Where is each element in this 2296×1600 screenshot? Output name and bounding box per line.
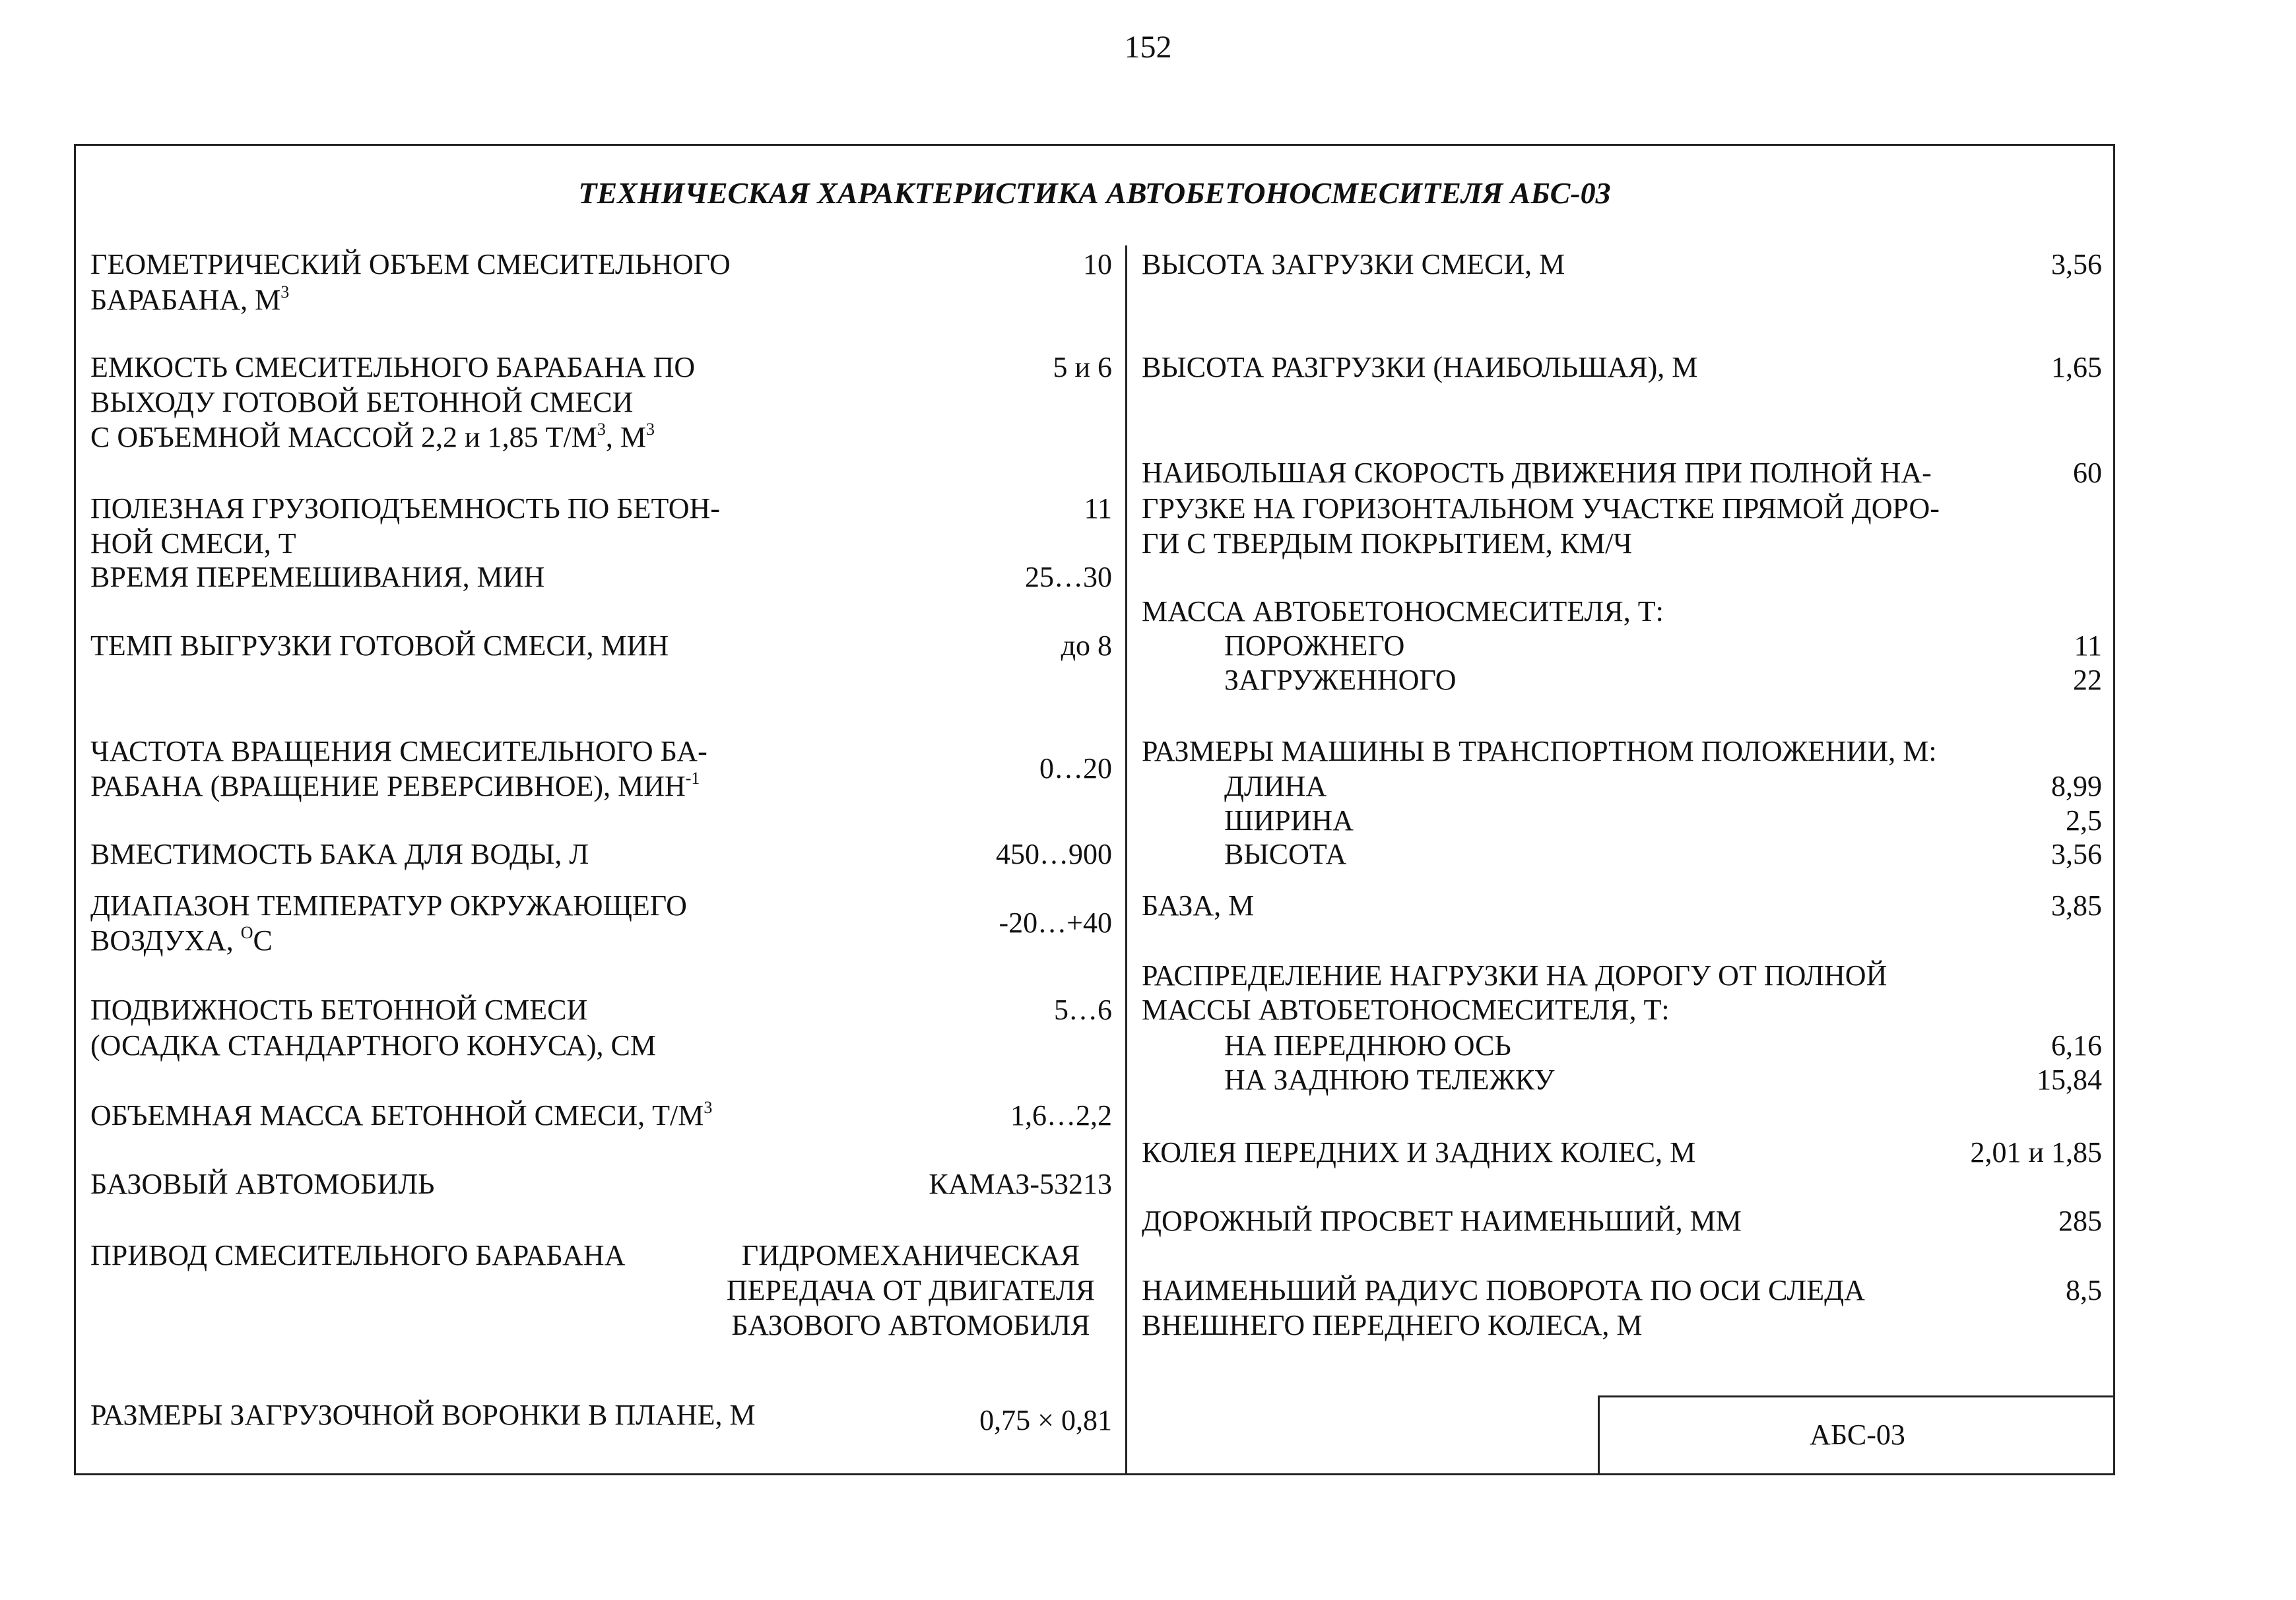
spec-label: РАЗМЕРЫ МАШИНЫ В ТРАНСПОРТНОМ ПОЛОЖЕНИИ, М: [1142, 735, 1937, 767]
spec-label: ВМЕСТИМОСТЬ БАКА ДЛЯ ВОДЫ, Л [90, 838, 589, 870]
spec-value: 10 [1083, 248, 1112, 280]
spec-label: РАСПРЕДЕЛЕНИЕ НАГРУЗКИ НА ДОРОГУ ОТ ПОЛНОЙ [1142, 959, 1887, 992]
spec-value: 8,5 [2066, 1274, 2102, 1306]
spec-value: 11 [1084, 492, 1112, 525]
spec-value: 25…30 [1025, 561, 1112, 593]
spec-value: 450…900 [996, 838, 1112, 870]
spec-label: ВЫСОТА РАЗГРУЗКИ (НАИБОЛЬШАЯ), М [1142, 351, 1698, 383]
spec-label: (ОСАДКА СТАНДАРТНОГО КОНУСА), СМ [90, 1029, 656, 1062]
spec-value: 3,85 [2051, 889, 2102, 922]
spec-label: ПРИВОД СМЕСИТЕЛЬНОГО БАРАБАНА [90, 1239, 626, 1271]
spec-label: ТЕМП ВЫГРУЗКИ ГОТОВОЙ СМЕСИ, МИН [90, 629, 669, 662]
spec-label: ЕМКОСТЬ СМЕСИТЕЛЬНОГО БАРАБАНА ПО [90, 351, 696, 383]
spec-label: БАЗА, М [1142, 889, 1255, 922]
spec-label: ПОЛЕЗНАЯ ГРУЗОПОДЪЕМНОСТЬ ПО БЕТОН- [90, 492, 720, 525]
spec-value: -20…+40 [999, 907, 1112, 939]
spec-label: МАССА АВТОБЕТОНОСМЕСИТЕЛЯ, Т: [1142, 595, 1664, 627]
spec-label: ВЫСОТА [1224, 838, 1347, 870]
page-number: 152 [1124, 30, 1172, 65]
spec-value: 3,56 [2051, 838, 2102, 870]
spec-label: МАССЫ АВТОБЕТОНОСМЕСИТЕЛЯ, Т: [1142, 994, 1670, 1026]
spec-value: 2,5 [2066, 804, 2102, 837]
spec-label: С ОБЪЕМНОЙ МАССОЙ 2,2 и 1,85 $Т/М^3$, $М^3$ [90, 420, 655, 453]
spec-value: 3,56 [2051, 248, 2102, 280]
spec-value: 6,16 [2051, 1029, 2102, 1062]
spec-label: РАЗМЕРЫ ЗАГРУЗОЧНОЙ ВОРОНКИ В ПЛАНЕ, М [90, 1399, 756, 1431]
spec-label: ВНЕШНЕГО ПЕРЕДНЕГО КОЛЕСА, М [1142, 1309, 1643, 1341]
spec-label: ВОЗДУХА, $^О$С [90, 923, 273, 957]
spec-value: 8,99 [2051, 770, 2102, 802]
spec-value: 2,01 и 1,85 [1970, 1136, 2102, 1168]
spec-label: РАБАНА (ВРАЩЕНИЕ РЕВЕРСИВНОЕ), $МИН^{-1}$ [90, 769, 700, 802]
stamp-box-top [1598, 1395, 2115, 1397]
spec-value: до 8 [1061, 629, 1112, 662]
spec-label: НОЙ СМЕСИ, Т [90, 527, 296, 560]
spec-label: БАРАБАНА, $М^3$ [90, 282, 290, 316]
spec-value: 11 [2074, 629, 2102, 662]
spec-value: КАМАЗ-53213 [929, 1168, 1112, 1200]
spec-label: ВЫСОТА ЗАГРУЗКИ СМЕСИ, М [1142, 248, 1565, 280]
spec-value: 5 и 6 [1053, 351, 1112, 383]
spec-label: ДИАПАЗОН ТЕМПЕРАТУР ОКРУЖАЮЩЕГО [90, 889, 687, 922]
spec-value: ГИДРОМЕХАНИЧЕСКАЯ [741, 1239, 1080, 1271]
spec-label: НАИБОЛЬШАЯ СКОРОСТЬ ДВИЖЕНИЯ ПРИ ПОЛНОЙ НА- [1142, 457, 1932, 489]
spec-value: 15,84 [2037, 1064, 2102, 1096]
spec-value: 0…20 [1039, 752, 1112, 784]
spec-value: БАЗОВОГО АВТОМОБИЛЯ [731, 1309, 1090, 1341]
spec-label: НАИМЕНЬШИЙ РАДИУС ПОВОРОТА ПО ОСИ СЛЕДА [1142, 1274, 1865, 1306]
spec-value: ПЕРЕДАЧА ОТ ДВИГАТЕЛЯ [726, 1274, 1096, 1306]
spec-label: БАЗОВЫЙ АВТОМОБИЛЬ [90, 1168, 435, 1200]
spec-label: ВРЕМЯ ПЕРЕМЕШИВАНИЯ, МИН [90, 561, 545, 593]
spec-label: ЧАСТОТА ВРАЩЕНИЯ СМЕСИТЕЛЬНОГО БА- [90, 735, 707, 767]
spec-label: ОБЪЕМНАЯ МАССА БЕТОННОЙ СМЕСИ, $Т/М^3$ [90, 1098, 713, 1132]
spec-label: ПОРОЖНЕГО [1224, 629, 1405, 662]
spec-label: ДЛИНА [1224, 770, 1327, 802]
spec-label: ГИ С ТВЕРДЫМ ПОКРЫТИЕМ, КМ/Ч [1142, 527, 1633, 560]
spec-value: 5…6 [1054, 994, 1112, 1026]
spec-value: 60 [2073, 457, 2102, 489]
spec-label: ДОРОЖНЫЙ ПРОСВЕТ НАИМЕНЬШИЙ, ММ [1142, 1205, 1742, 1237]
spec-value: 285 [2058, 1205, 2102, 1237]
spec-value: 22 [2073, 664, 2102, 696]
spec-value: 1,6…2,2 [1010, 1099, 1112, 1132]
spec-label: НА ЗАДНЮЮ ТЕЛЕЖКУ [1224, 1064, 1555, 1096]
spec-label: НА ПЕРЕДНЮЮ ОСЬ [1224, 1029, 1511, 1062]
document-title: ТЕХНИЧЕСКАЯ ХАРАКТЕРИСТИКА АВТОБЕТОНОСМЕСИТЕЛЯ АБС-03 [578, 176, 1611, 210]
spec-label: ГРУЗКЕ НА ГОРИЗОНТАЛЬНОМ УЧАСТКЕ ПРЯМОЙ ДОРО- [1142, 492, 1940, 525]
spec-value: 0,75 × 0,81 [979, 1404, 1112, 1436]
spec-label: ШИРИНА [1224, 804, 1354, 837]
spec-label: КОЛЕЯ ПЕРЕДНИХ И ЗАДНИХ КОЛЕС, М [1142, 1136, 1696, 1168]
spec-label: ВЫХОДУ ГОТОВОЙ БЕТОННОЙ СМЕСИ [90, 386, 634, 418]
spec-value: 1,65 [2051, 351, 2102, 383]
stamp-label: АБС-03 [1810, 1419, 1905, 1451]
spec-label: ПОДВИЖНОСТЬ БЕТОННОЙ СМЕСИ [90, 994, 588, 1026]
spec-label: ГЕОМЕТРИЧЕСКИЙ ОБЪЕМ СМЕСИТЕЛЬНОГО [90, 248, 731, 280]
spec-label: ЗАГРУЖЕННОГО [1224, 664, 1457, 696]
column-divider [1125, 245, 1127, 1475]
